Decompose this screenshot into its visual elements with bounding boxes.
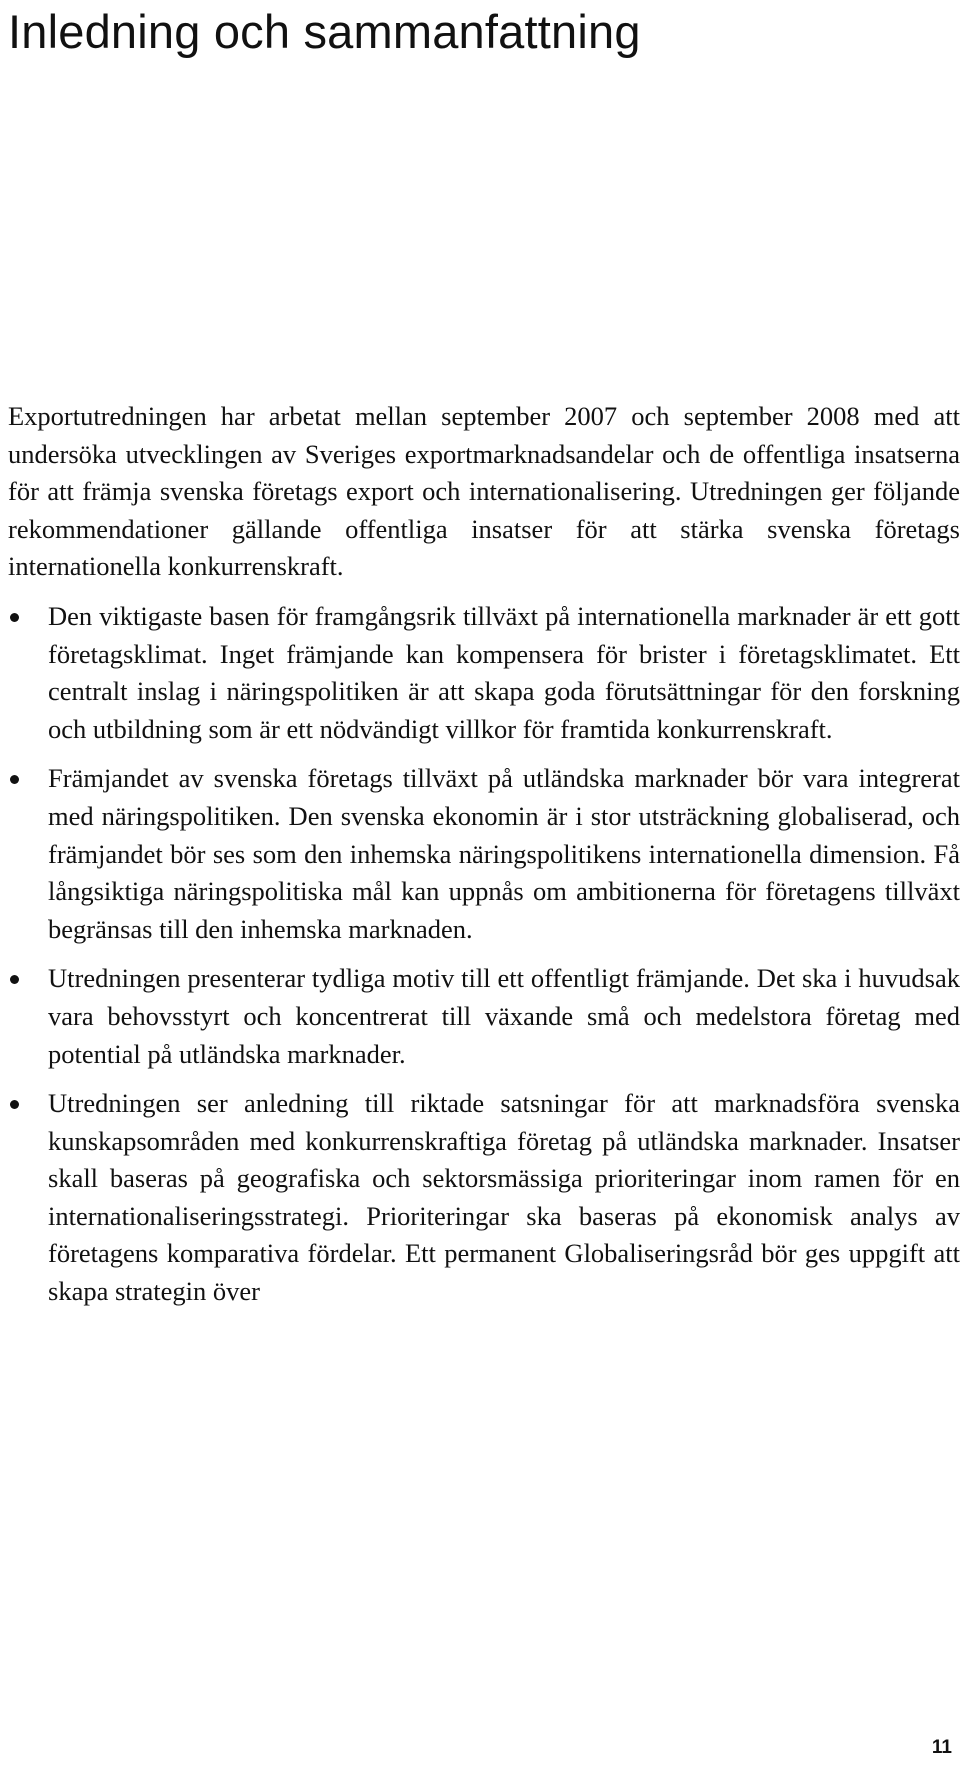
- bullet-icon: [10, 975, 19, 984]
- list-item-text: Främjandet av svenska företags tillväxt på utländska marknader bör vara integrerat med näringspolitiken. Den svenska ekonomin är i stor utsträckning globaliserad, och främjandet bör ses som den inhemska näringspolitikens internationella dimension. Få långsiktiga näringspolitiska mål kan uppnås om ambitionerna för företagens tillväxt begränsas till den inhemska marknaden.: [48, 763, 960, 944]
- recommendation-list: [8, 598, 960, 1311]
- intro-paragraph: Exportutredningen har arbetat mellan september 2007 och september 2008 med att undersöka utvecklingen av Sveriges exportmarknadsandelar och de offentliga insatserna för att främja svenska företags export och internationalisering. Utredningen ger följande rekommendationer gällande offentliga insatser för att stärka svenska företags internationella konkurrenskraft.: [8, 401, 960, 582]
- body-text: [8, 398, 960, 1323]
- list-item: [8, 1085, 960, 1311]
- page-number: 11: [931, 1737, 952, 1758]
- list-item-text: Den viktigaste basen för framgångsrik tillväxt på internationella marknader är ett gott företagsklimat. Inget främjande kan kompensera för brister i företagsklimatet. Ett centralt inslag i näringspolitiken är att skapa goda förutsättningar för den forskning och utbildning som är ett nödvändigt villkor för framtida konkurrenskraft.: [48, 600, 960, 744]
- bullet-icon: [10, 775, 19, 784]
- list-item-text: Utredningen ser anledning till riktade satsningar för att marknadsföra svenska kunskapsområden med konkurrenskraftiga företag på utländska marknader. Insatser skall baseras på geografiska och sektorsmässiga prioriteringar inom ramen för en internationaliseringsstrategi. Prioriteringar ska baseras på ekonomisk analys av företagens komparativa fördelar. Ett permanent Globaliseringsråd bör ges uppgift att skapa strategin över: [48, 1088, 960, 1307]
- list-item-text: Utredningen presenterar tydliga motiv till ett offentligt främjande. Det ska i huvudsak vara behovsstyrt och koncentrerat till växande små och medelstora företag med potential på utländska marknader.: [48, 963, 960, 1069]
- list-item: [8, 598, 960, 748]
- page-title: Inledning och sammanfattning: [8, 5, 641, 58]
- bullet-icon: [10, 613, 19, 622]
- list-item: [8, 960, 960, 1073]
- list-item: [8, 760, 960, 948]
- bullet-icon: [10, 1100, 19, 1109]
